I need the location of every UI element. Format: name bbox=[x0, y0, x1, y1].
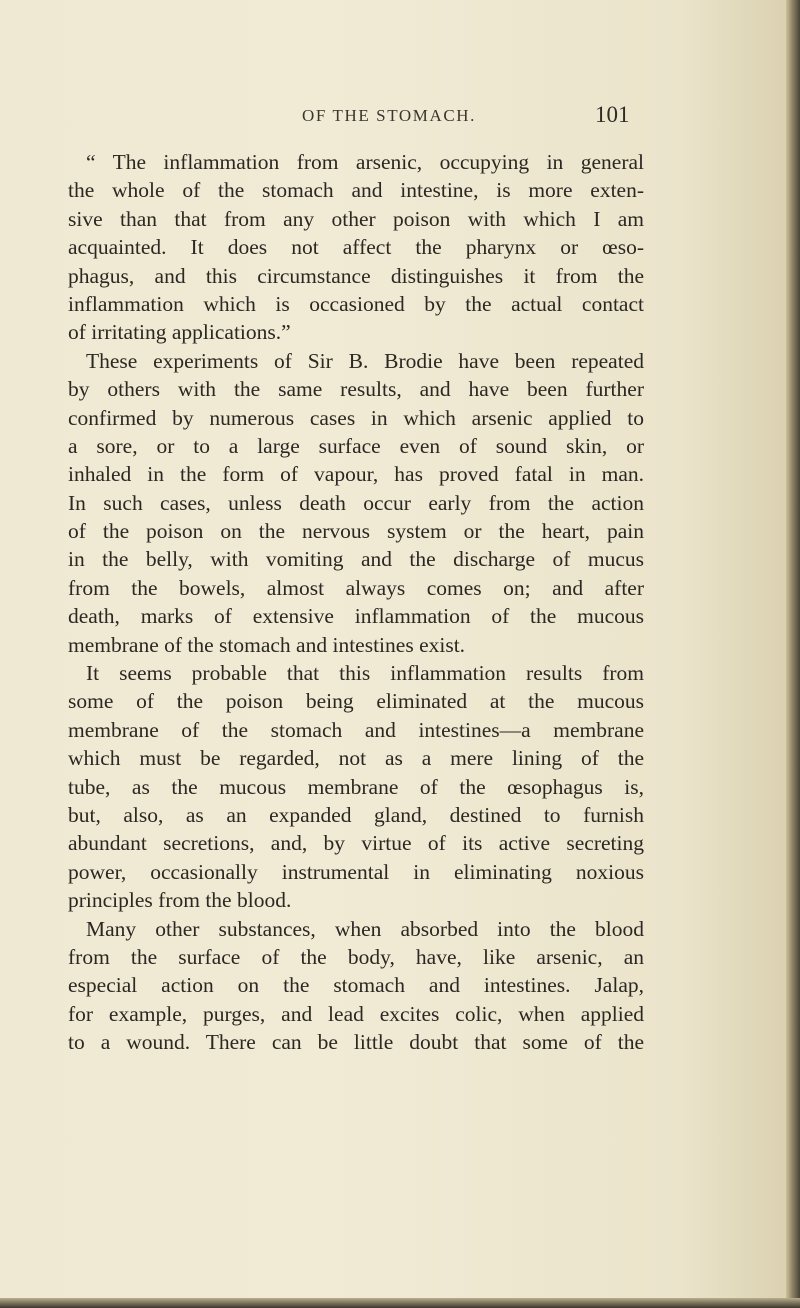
text-line: the whole of the stomach and intestine, is more exten- bbox=[68, 178, 644, 203]
running-head-title: OF THE STOMACH. bbox=[302, 106, 477, 125]
text-line: tube, as the mucous membrane of the œsophagus is, bbox=[68, 774, 644, 799]
text-line: membrane of the stomach and intestines exist. bbox=[68, 632, 466, 657]
text-line: for example, purges, and lead excites colic, when applied bbox=[68, 1001, 644, 1026]
text-line: membrane of the stomach and intestines—a membrane bbox=[68, 717, 644, 742]
text-line: to a wound. There can be little doubt that some of the bbox=[68, 1030, 644, 1055]
text-line: phagus, and this circumstance distinguishes it from the bbox=[68, 263, 644, 288]
text-line: inhaled in the form of vapour, has proved fatal in man. bbox=[68, 462, 644, 487]
text-line: death, marks of extensive inflammation of the mucous bbox=[68, 604, 644, 629]
text-line: in the belly, with vomiting and the discharge of mucus bbox=[68, 547, 644, 572]
text-line: especial action on the stomach and intestines. Jalap, bbox=[68, 973, 644, 998]
text-line: which must be regarded, not as a mere lining of the bbox=[68, 746, 644, 771]
text-line: from the surface of the body, have, like arsenic, an bbox=[68, 944, 644, 969]
text-line: inflammation which is occasioned by the actual contact bbox=[68, 291, 644, 316]
running-head bbox=[0, 102, 800, 132]
body-text bbox=[68, 148, 644, 1057]
text-line: acquainted. It does not affect the pharynx or œso- bbox=[68, 235, 644, 260]
text-line: confirmed by numerous cases in which arsenic applied to bbox=[68, 405, 644, 430]
text-line: of the poison on the nervous system or the heart, pain bbox=[68, 519, 644, 544]
text-line: principles from the blood. bbox=[68, 888, 292, 913]
text-line: abundant secretions, and, by virtue of its active secreting bbox=[68, 831, 644, 856]
text-line: from the bowels, almost always comes on; and after bbox=[68, 575, 644, 600]
page-number: 101 bbox=[595, 102, 630, 127]
page-edge-shadow bbox=[786, 0, 800, 1308]
page-bottom-edge bbox=[0, 1298, 800, 1308]
text-line: It seems probable that this inflammation results from bbox=[86, 661, 644, 686]
text-line: but, also, as an expanded gland, destined to furnish bbox=[68, 802, 644, 827]
text-line: In such cases, unless death occur early from the action bbox=[68, 490, 644, 515]
text-line: These experiments of Sir B. Brodie have been repeated bbox=[86, 348, 644, 373]
text-line: sive than that from any other poison with which I am bbox=[68, 206, 644, 231]
text-line: a sore, or to a large surface even of sound skin, or bbox=[68, 433, 644, 458]
text-line: some of the poison being eliminated at the mucous bbox=[68, 689, 644, 714]
text-line: by others with the same results, and have been further bbox=[68, 377, 644, 402]
text-line: “ The inflammation from arsenic, occupying in general bbox=[86, 150, 644, 174]
text-line: of irritating applications.” bbox=[68, 320, 291, 345]
text-line: Many other substances, when absorbed into the blood bbox=[86, 916, 644, 941]
text-line: power, occasionally instrumental in eliminating noxious bbox=[68, 859, 644, 884]
